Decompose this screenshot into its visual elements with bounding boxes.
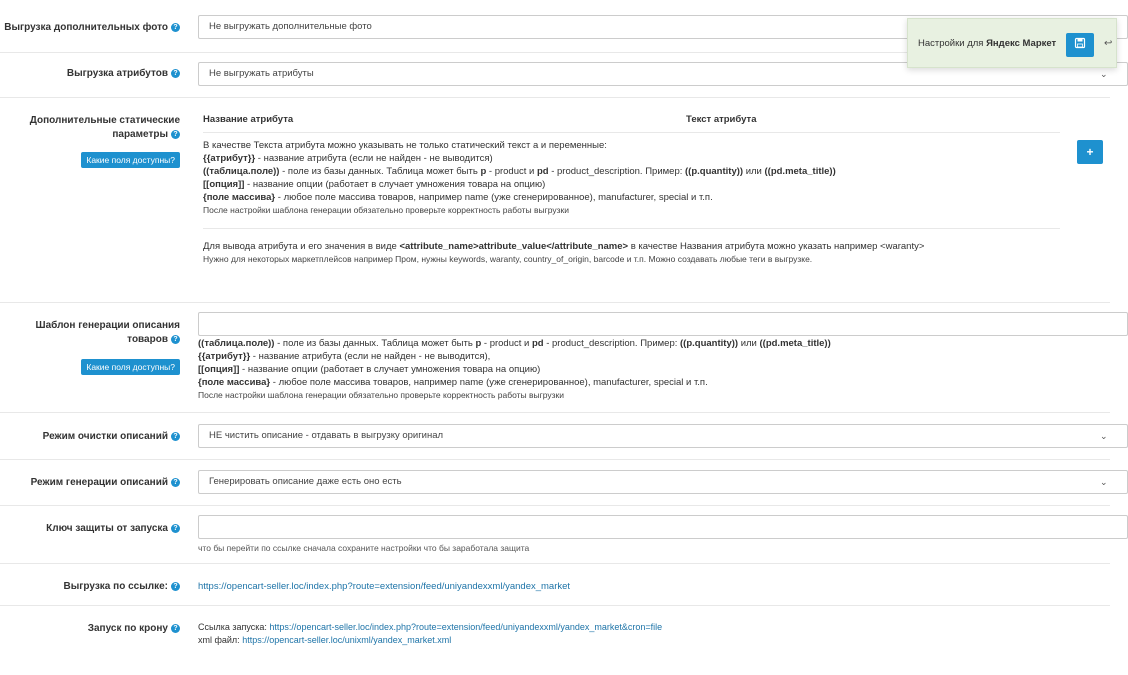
row-export-link <box>0 563 1110 606</box>
cron-run-url[interactable]: https://opencart-seller.loc/index.php?route=extension/feed/uniyandexxml/yandex_market&cron=file <box>269 622 663 632</box>
help-icon[interactable]: ? <box>171 69 180 78</box>
help-icon[interactable]: ? <box>171 432 180 441</box>
label-protect-key: Ключ защиты от запуска ? <box>46 522 180 536</box>
cron-info: Ссылка запуска: https://opencart-seller.loc/index.php?route=extension/feed/uniyandexxml/yandex_market&cron=file xml файл: https://opencart-seller.loc/unixml/yandex_market.xml <box>198 622 663 645</box>
gen-mode-select[interactable]: Генерировать описание даже есть оно есть <box>198 470 1128 494</box>
notice-text: Настройки для Яндекс Маркет <box>918 38 1057 49</box>
help-icon[interactable]: ? <box>171 23 180 32</box>
static-params-info: В качестве Текста атрибута можно указывать не только статический текст а и переменные: {{атрибут}} - название атрибута (если не найден - не выводится) ((таблица.поле)) - поле из базы данных. Таблица может быть p - product и pd - product_description. Пример: ((p.quantity)) или ((pd.meta_title)) [[опция]] - название опции (работает в случает умножения товара на опцию) {поле массива} - любое поле массива товаров, например name (уже сгенерированное), manufacturer, special и т.п. После настройки шаблона генерации обязательно проверьте корректность работы выгрузки <box>203 140 836 215</box>
help-icon[interactable]: ? <box>171 130 180 139</box>
label-cron: Запуск по крону ? <box>88 622 180 636</box>
chevron-down-icon: ⌄ <box>1100 477 1108 487</box>
desc-template-info: ((таблица.поле)) - поле из базы данных. Таблица может быть p - product и pd - product_description. Пример: ((p.quantity)) или ((pd.meta_title)) {{атрибут}} - название атрибута (если не найден - не выводится), [[опция]] - название опции (работает в случает умножения товара на опцию) {поле массива} - любое поле массива товаров, например name (уже сгенерированное), manufacturer, special и т.п. После настройки шаблона генерации обязательно проверьте корректность работы выгрузки <box>198 338 831 400</box>
attribute-text-header: Текст атрибута <box>686 114 757 125</box>
row-gen-mode <box>0 459 1110 506</box>
row-clean-mode <box>0 412 1110 460</box>
protect-key-input[interactable] <box>198 515 1128 539</box>
clean-mode-select[interactable]: НЕ чистить описание - отдавать в выгрузку оригинал <box>198 424 1128 448</box>
arrow-icon[interactable]: ↩ <box>1104 38 1113 49</box>
row-protect-key <box>0 505 1110 564</box>
label-attributes: Выгрузка атрибутов ? <box>67 67 180 81</box>
export-link-url[interactable]: https://opencart-seller.loc/index.php?route=extension/feed/uniyandexxml/yandex_market <box>198 581 571 592</box>
row-desc-template <box>0 302 1110 413</box>
label-gen-mode: Режим генерации описаний ? <box>31 476 180 490</box>
label-export-link: Выгрузка по ссылке: ? <box>64 580 181 594</box>
label-desc-template: Шаблон генерации описания товаров ? <box>35 320 180 345</box>
row-static-params <box>0 97 1110 303</box>
help-icon[interactable]: ? <box>171 624 180 633</box>
settings-notice <box>907 18 1117 68</box>
attributes-select[interactable]: Не выгружать атрибуты <box>198 62 1128 86</box>
row-cron <box>0 605 1110 660</box>
chevron-down-icon: ⌄ <box>1100 431 1108 441</box>
desc-template-input[interactable] <box>198 312 1128 336</box>
save-button[interactable] <box>1066 33 1094 57</box>
add-attribute-button[interactable]: + <box>1077 140 1103 164</box>
available-fields-button[interactable]: Какие поля доступны? <box>81 152 180 168</box>
help-icon[interactable]: ? <box>171 582 180 591</box>
divider <box>203 228 1060 229</box>
static-params-note: Для вывода атрибута и его значения в виде <attribute_name>attribute_value</attribute_name> в качестве Названия атрибута можно указать например <waranty> Нужно для некоторых маркетплейсов например Пром, нужны keywords, waranty, country_of_origin, barcode и т.п. Можно создавать любые теги в выгрузке. <box>203 241 925 264</box>
protect-key-hint: что бы перейти по ссылке сначала сохраните настройки что бы заработала защита <box>198 543 530 553</box>
cron-xml-url[interactable]: https://opencart-seller.loc/unixml/yandex_market.xml <box>242 635 452 645</box>
extra-photo-select[interactable]: Не выгружать дополнительные фото <box>198 15 1128 39</box>
label-clean-mode: Режим очистки описаний ? <box>43 430 180 444</box>
help-icon[interactable]: ? <box>171 524 180 533</box>
floppy-disk-icon <box>1075 38 1085 48</box>
help-icon[interactable]: ? <box>171 478 180 487</box>
divider <box>203 132 1060 133</box>
chevron-down-icon: ⌄ <box>1100 69 1108 79</box>
attribute-name-header: Название атрибута <box>203 114 294 125</box>
label-static-params: Дополнительные статические параметры ? <box>29 115 180 140</box>
help-icon[interactable]: ? <box>171 335 180 344</box>
available-fields-button[interactable]: Какие поля доступны? <box>81 359 180 375</box>
label-extra-photo: Выгрузка дополнительных фото ? <box>4 21 180 35</box>
